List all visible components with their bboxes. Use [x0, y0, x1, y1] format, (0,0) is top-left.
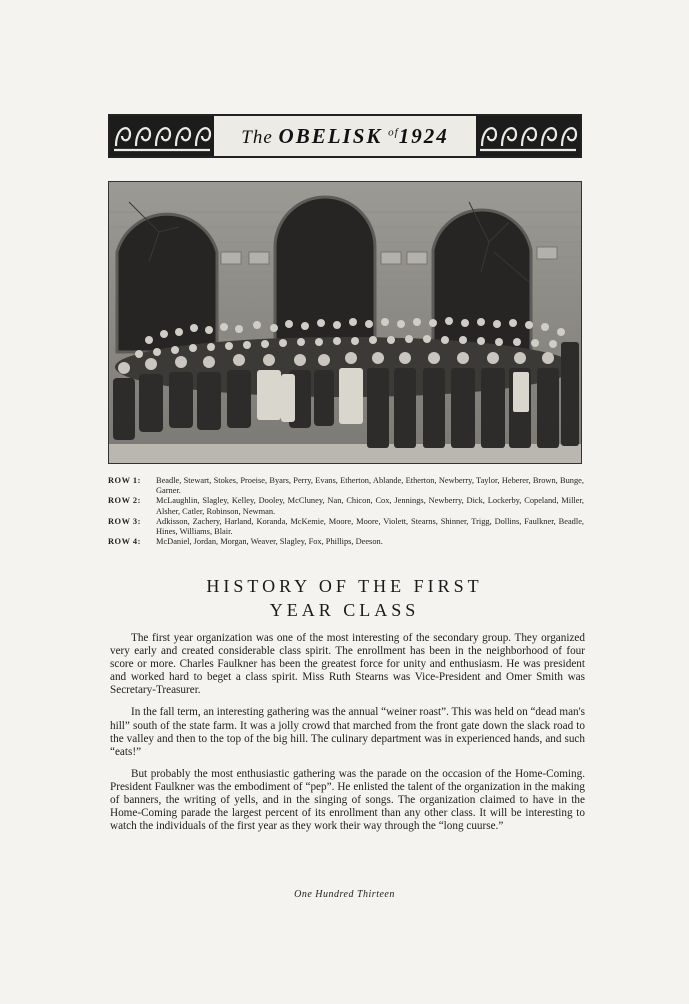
- article-paragraph: The first year organization was one of the most interesting of the secondary group. They organized very early and created considerable class spirit. The enrollment has been in the neighborhood of four score or more. Charles Faulkner has been the greatest force for unity and enthusiasm. He was president and worked hard to beget a class spirit. Miss Ruth Stearns was Vice-President and Omer Smith was Secretary-Treasurer.: [110, 632, 585, 697]
- banner-of: of: [388, 126, 399, 139]
- banner-year: 1924: [398, 123, 449, 148]
- caption-row-names: Adkisson, Zachery, Harland, Koranda, McKemie, Moore, Moore, Violett, Stearns, Shinner, Trigg, Dollins, Faulkner, Beadle, Hines, Williams, Blair.: [156, 516, 584, 537]
- caption-row: [108, 537, 584, 547]
- banner-name: OBELISK: [278, 123, 383, 148]
- article-paragraph: But probably the most enthusiastic gathering was the parade on the occasion of the Home-Coming. President Faulkner was the embodiment of “pep”. He enlisted the talent of the organization in the making of banners, the writing of yells, and in the singing of songs. The organization claimed to have in the Home-Coming parade the largest percent of its enrollment than any other class. It will be interesting to watch the individuals of the first year as they work their way through the “long cuurse.”: [110, 767, 585, 833]
- article-paragraph: In the fall term, an interesting gathering was the annual “weiner roast”. This was held on “dead man's hill” south of the state farm. It was a jolly crowd that marched from the front gate down the slack road to the valley and then to the top of the big hill. The culinary department was in experienced hands, and such “eats!”: [110, 706, 585, 758]
- caption-row-names: McLaughlin, Slagley, Kelley, Dooley, McCluney, Nan, Chicon, Cox, Jennings, Newberry, Dick, Lockerby, Copeland, Miller, Alsher, Catler, Robinson, Newman.: [156, 496, 584, 516]
- scroll-ornament-icon: [110, 116, 214, 156]
- caption-row: [108, 517, 584, 537]
- caption-row-names: Beadle, Stewart, Stokes, Proeise, Byars, Perry, Evans, Etherton, Ablande, Etherton, Newberry, Taylor, Heberer, Brown, Bunge, Garner.: [156, 476, 584, 496]
- caption-row-label: ROW 4:: [108, 537, 141, 547]
- photo-caption: [108, 476, 584, 547]
- caption-row: [108, 476, 584, 496]
- banner-prefix: The: [241, 126, 273, 148]
- class-photo: [108, 181, 582, 464]
- article-body: [110, 632, 585, 842]
- page-title: [100, 574, 589, 622]
- caption-row-label: ROW 2:: [108, 496, 141, 506]
- banner-title: [214, 124, 476, 149]
- caption-row: [108, 496, 584, 516]
- caption-row-names: McDaniel, Jordan, Morgan, Weaver, Slagley, Fox, Phillips, Deeson.: [156, 537, 383, 547]
- obelisk-banner: [108, 114, 582, 158]
- caption-row-label: ROW 3:: [108, 516, 141, 526]
- scroll-ornament-icon: [476, 116, 580, 156]
- class-group-photo-icon: [109, 182, 581, 463]
- page-title-line2: YEAR CLASS: [269, 600, 420, 620]
- page-title-line1: HISTORY OF THE FIRST: [206, 576, 483, 596]
- page-number: One Hundred Thirteen: [294, 889, 395, 900]
- caption-row-label: ROW 1:: [108, 476, 141, 485]
